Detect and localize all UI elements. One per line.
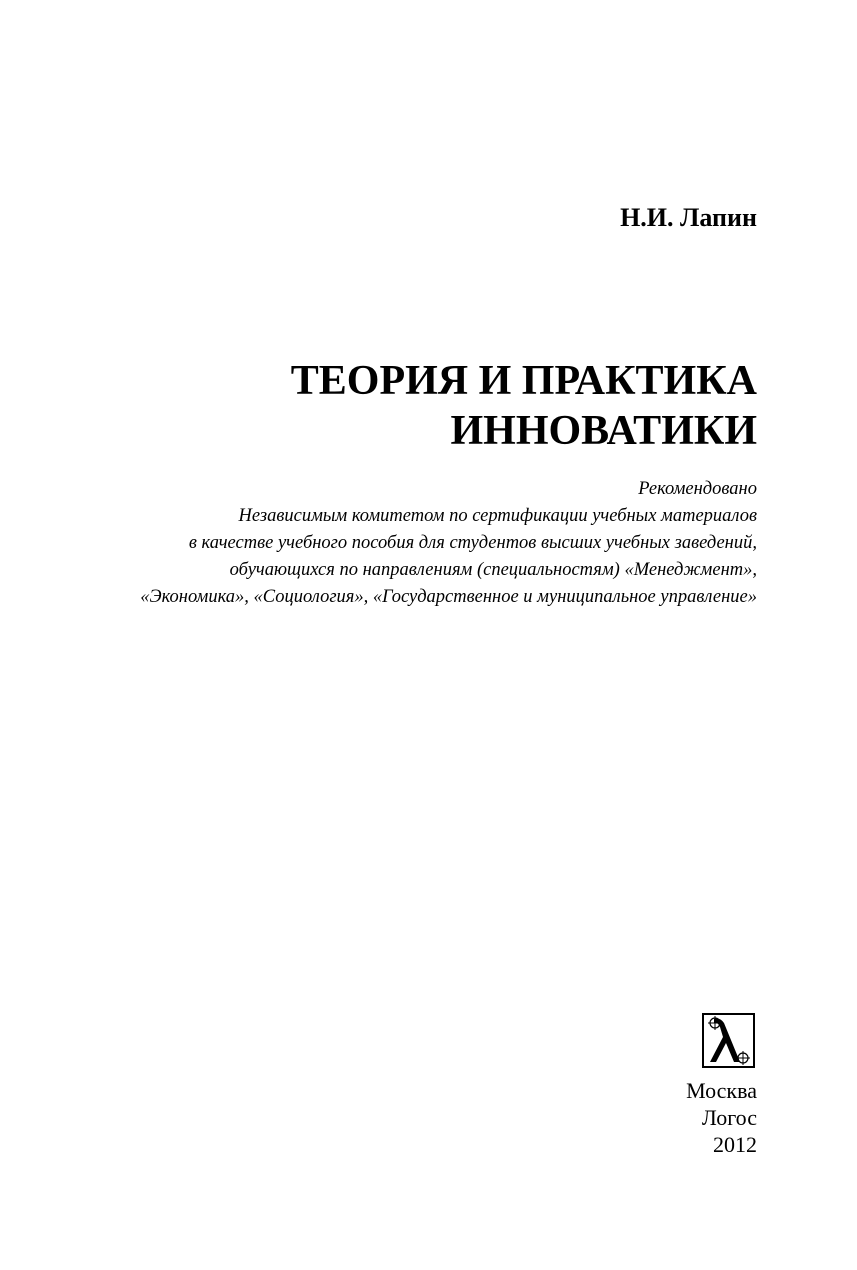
recommendation-line-4: обучающихся по направлениям (специальностям) «Менеджмент»,	[229, 560, 757, 580]
title-line-2: ИННОВАТИКИ	[450, 408, 757, 454]
recommendation-line-5: «Экономика», «Социология», «Государственное и муниципальное управление»	[140, 587, 757, 607]
recommendation-line-3: в качестве учебного пособия для студентов высших учебных заведений,	[188, 533, 757, 553]
publisher-imprint	[686, 1077, 757, 1158]
publisher-logo-icon	[702, 1013, 755, 1068]
title-line-1: ТЕОРИЯ И ПРАКТИКА	[290, 358, 757, 404]
recommendation-block	[140, 476, 757, 611]
publication-year: 2012	[713, 1132, 757, 1157]
recommendation-line-1: Рекомендовано	[638, 479, 757, 499]
author-name: Н.И. Лапин	[620, 203, 757, 232]
recommendation-line-2: Независимым комитетом по сертификации учебных материалов	[238, 506, 757, 526]
publisher-city: Москва	[686, 1078, 757, 1103]
book-title	[291, 356, 757, 456]
publisher-name: Логос	[701, 1105, 757, 1130]
